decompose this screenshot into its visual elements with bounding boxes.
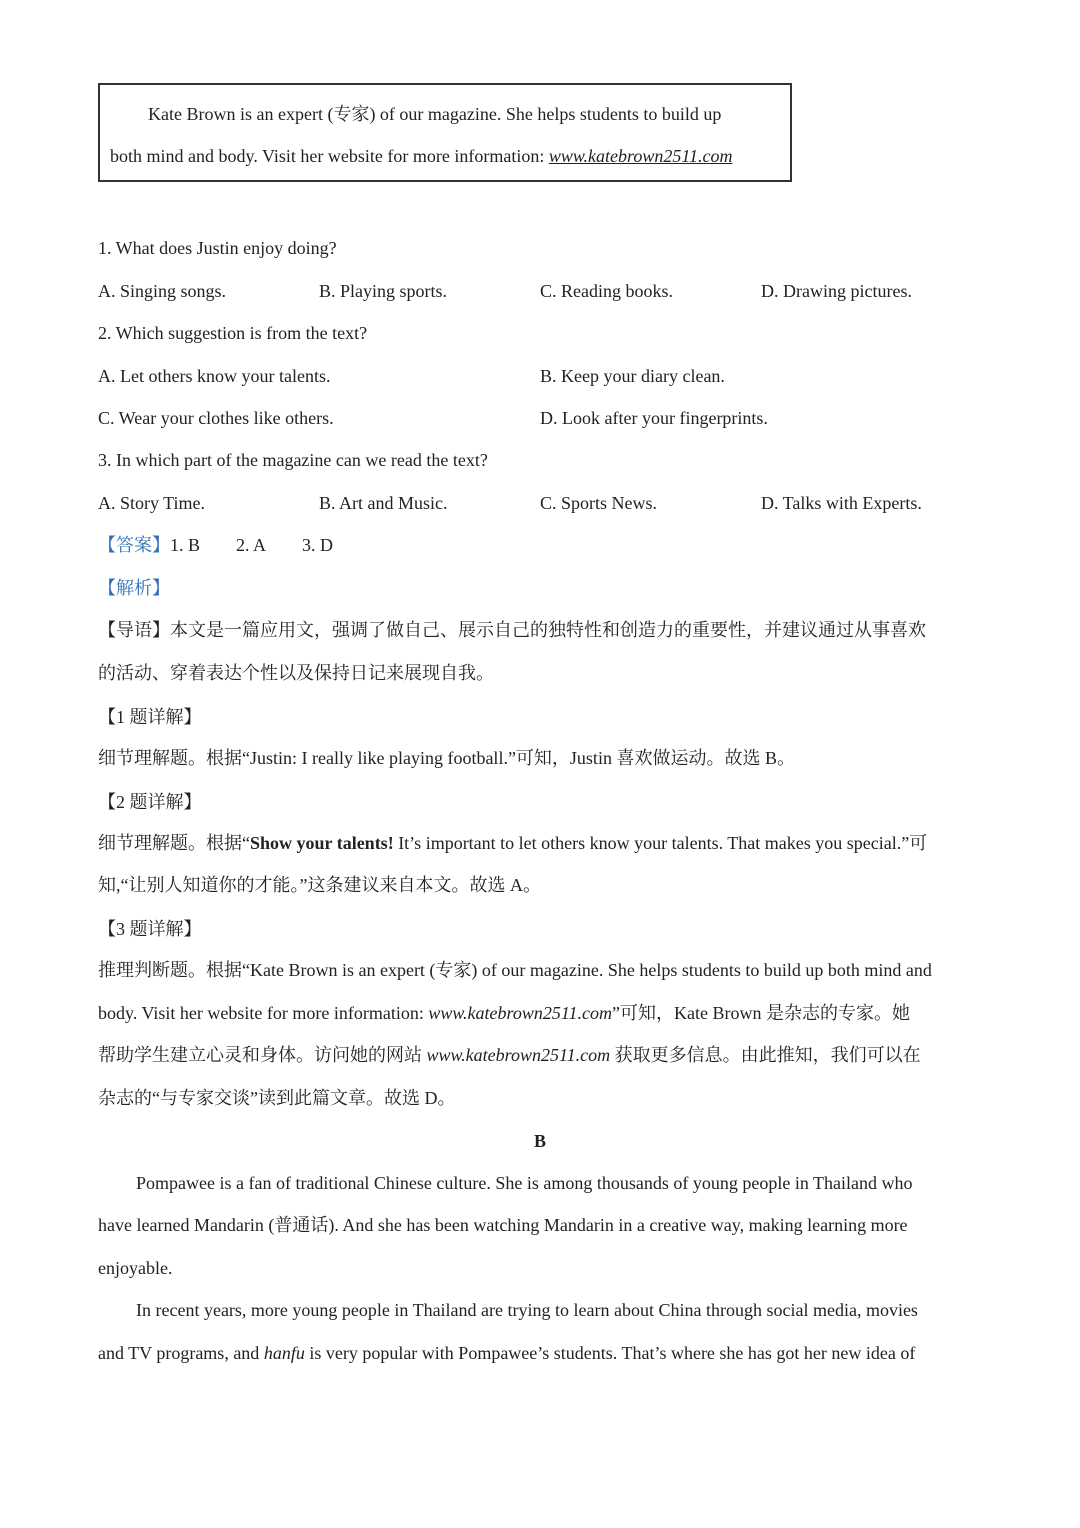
- detail-3-line-3-suffix: 获取更多信息。由此推知，我们可以在: [610, 1045, 921, 1065]
- question-3-option-d: D. Talks with Experts.: [761, 493, 922, 513]
- section-b-heading: B: [533, 1131, 546, 1151]
- analysis-label: 【解析】: [98, 578, 170, 598]
- section-b-hanfu: hanfu: [263, 1343, 305, 1363]
- detail-3-line-1: 推理判断题。根据“Kate Brown is an expert (专家) of our magazine. She helps students to build up both mind and: [98, 960, 932, 980]
- guide-label: 【导语】: [98, 620, 170, 640]
- question-2-option-b: B. Keep your diary clean.: [540, 366, 725, 386]
- section-b-p1-line-1: Pompawee is a fan of traditional Chinese culture. She is among thousands of young people in Thailand who: [136, 1173, 913, 1193]
- answer-item-2: 2. A: [236, 535, 267, 555]
- question-3-stem: 3. In which part of the magazine can we read the text?: [98, 450, 488, 470]
- detail-3-line-4: 杂志的“与专家交谈”读到此篇文章。故选 D。: [98, 1088, 456, 1108]
- info-box: [98, 83, 792, 182]
- answer-line: [98, 533, 982, 557]
- info-box-line-2: [110, 144, 733, 168]
- detail-3-line-2-suffix: ”可知，Kate Brown 是杂志的专家。她: [612, 1003, 910, 1023]
- detail-3-line-2: [98, 1001, 982, 1025]
- detail-3-line-3: [98, 1043, 982, 1067]
- info-box-line-1: Kate Brown is an expert (专家) of our magazine. She helps students to build up: [148, 104, 722, 124]
- detail-3-line-2-prefix: body. Visit her website for more information:: [98, 1003, 429, 1023]
- answer-label: 【答案】: [98, 535, 170, 555]
- question-1-option-d: D. Drawing pictures.: [761, 281, 912, 301]
- question-3-option-c: C. Sports News.: [540, 493, 658, 513]
- section-b-p2-line-1: In recent years, more young people in Thailand are trying to learn about China through social media, movies: [136, 1300, 918, 1320]
- detail-2-suffix: It’s important to let others know your talents. That makes you special.”可: [393, 833, 928, 853]
- question-1-option-c: C. Reading books.: [540, 281, 673, 301]
- detail-3-website-2: www.katebrown2511.com: [426, 1045, 611, 1065]
- section-b-p2-suffix: is very popular with Pompawee’s students. That’s where she has got her new idea of: [304, 1343, 916, 1363]
- answer-item-3: 3. D: [302, 535, 334, 555]
- detail-2-line-2: 知,“让别人知道你的才能。”这条建议来自本文。故选 A。: [98, 875, 541, 895]
- question-2-option-d: D. Look after your fingerprints.: [540, 408, 768, 428]
- detail-1-title: 【1 题详解】: [98, 707, 202, 727]
- section-b-p2-line-2: [98, 1341, 982, 1365]
- answer-item-1: 1. B: [170, 535, 201, 555]
- question-1-option-a: A. Singing songs.: [98, 281, 227, 301]
- section-b-p1-line-2: have learned Mandarin (普通话). And she has been watching Mandarin in a creative way, making learning more: [98, 1215, 908, 1235]
- question-2-stem: 2. Which suggestion is from the text?: [98, 323, 368, 343]
- website-link[interactable]: www.katebrown2511.com: [548, 146, 733, 166]
- guide-line-1: [98, 618, 982, 642]
- question-2-option-a: A. Let others know your talents.: [98, 366, 331, 386]
- detail-2-line-1: [98, 831, 982, 855]
- detail-2-title: 【2 题详解】: [98, 792, 202, 812]
- info-box-line-2-text: both mind and body. Visit her website for more information:: [110, 146, 549, 166]
- guide-text-1: 本文是一篇应用文，强调了做自己、展示自己的独特性和创造力的重要性，并建议通过从事喜欢: [170, 620, 926, 640]
- question-3-option-a: A. Story Time.: [98, 493, 206, 513]
- detail-3-line-3-prefix: 帮助学生建立心灵和身体。访问她的网站: [98, 1045, 427, 1065]
- detail-2-bold: Show your talents!: [250, 833, 394, 853]
- question-1-stem: 1. What does Justin enjoy doing?: [98, 238, 337, 258]
- detail-3-title: 【3 题详解】: [98, 919, 202, 939]
- section-b-p1-line-3: enjoyable.: [98, 1258, 173, 1278]
- guide-line-2: 的活动、穿着表达个性以及保持日记来展现自我。: [98, 663, 494, 683]
- question-3-option-b: B. Art and Music.: [319, 493, 448, 513]
- question-1-option-b: B. Playing sports.: [319, 281, 448, 301]
- question-2-option-c: C. Wear your clothes like others.: [98, 408, 334, 428]
- detail-1-text: 细节理解题。根据“Justin: I really like playing football.”可知，Justin 喜欢做运动。故选 B。: [98, 748, 795, 768]
- detail-2-prefix: 细节理解题。根据“: [98, 833, 250, 853]
- detail-3-website-1: www.katebrown2511.com: [428, 1003, 613, 1023]
- section-b-p2-prefix: and TV programs, and: [98, 1343, 264, 1363]
